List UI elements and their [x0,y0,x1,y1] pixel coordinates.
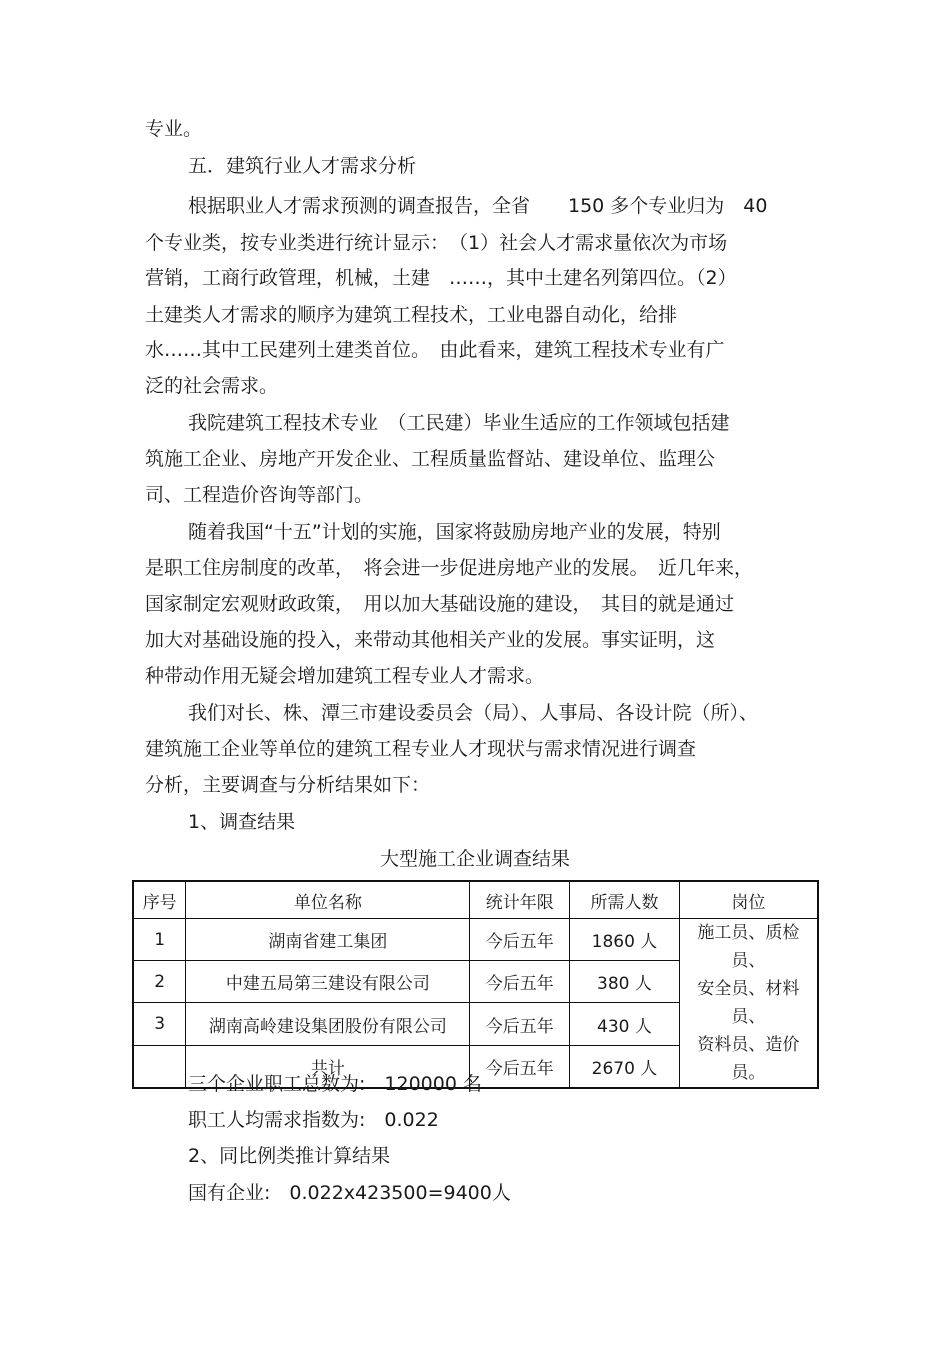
header-unit-name: 单位名称 [186,881,470,919]
table-title: 大型施工企业调查结果 [379,848,570,870]
cell-unit-name: 中建五局第三建设有限公司 [186,961,470,1003]
table-row [133,919,818,961]
summary-line: 三个企业职工总数为: 120000 名 [188,1073,482,1095]
paragraph-line: 加大对基础设施的投入，来带动其他相关产业的发展。事实证明，这 [145,629,716,651]
paragraph-line: 专业。 [145,118,203,140]
subsection-heading: 1、调查结果 [188,811,296,833]
paragraph-line: 我院建筑工程技术专业 （工民建）毕业生适应的工作领域包括建 [188,412,730,434]
cell-period: 今后五年 [470,919,570,961]
paragraph-line: 个专业类，按专业类进行统计显示： （1）社会人才需求量依次为市场 [145,232,728,254]
paragraph-line: 是职工住房制度的改革， 将会进一步促进房地产业的发展。 近几年来， [145,557,754,579]
table-header-row [133,881,818,919]
cell-count: 2670 人 [570,1045,680,1088]
summary-line: 职工人均需求指数为: 0.022 [188,1109,439,1131]
cell-no [133,1045,186,1088]
paragraph-line: 根据职业人才需求预测的调查报告，全省 150 多个专业归为 40 [188,195,768,217]
paragraph-line: 建筑施工企业等单位的建筑工程专业人才现状与需求情况进行调查 [145,738,697,760]
cell-unit-name: 湖南高岭建设集团股份有限公司 [186,1003,470,1045]
position-line: 安全员、材料员、 [697,979,800,1027]
cell-count: 430 人 [570,1003,680,1045]
paragraph-line: 营销，工商行政管理，机械，土建 ……，其中土建名列第四位。（2） [145,267,737,289]
position-line: 资料员、造价员。 [697,1035,800,1083]
paragraph-line: 土建类人才需求的顺序为建筑工程技术，工业电器自动化，给排 [145,304,678,326]
cell-period: 今后五年 [470,1003,570,1045]
cell-unit-name: 共计 [186,1045,470,1088]
paragraph-line: 我们对长、株、潭三市建设委员会（局）、人事局、各设计院（所）、 [188,702,759,724]
cell-count: 1860 人 [570,919,680,961]
cell-count: 380 人 [570,961,680,1003]
section-heading: 五．建筑行业人才需求分析 [188,155,417,177]
subsection-heading: 2、同比例类推计算结果 [188,1145,391,1167]
cell-positions [679,919,818,1089]
paragraph-line: 司、工程造价咨询等部门。 [145,484,374,506]
cell-period: 今后五年 [470,1045,570,1088]
cell-unit-name: 湖南省建工集团 [186,919,470,961]
paragraph-line: 泛的社会需求。 [145,375,279,397]
cell-no: 1 [133,919,186,961]
paragraph-line: 分析，主要调查与分析结果如下： [145,774,431,796]
cell-no: 2 [133,961,186,1003]
header-count: 所需人数 [570,881,680,919]
cell-no: 3 [133,1003,186,1045]
survey-table [132,880,819,1089]
paragraph-line: 水……其中工民建列土建类首位。 由此看来，建筑工程技术专业有广 [145,339,725,361]
paragraph-line: 随着我国“十五”计划的实施，国家将鼓励房地产业的发展，特别 [188,521,721,543]
paragraph-line: 种带动作用无疑会增加建筑工程专业人才需求。 [145,665,545,687]
summary-line: 国有企业: 0.022x423500=9400人 [188,1182,511,1204]
paragraph-line: 国家制定宏观财政政策， 用以加大基础设施的建设， 其目的就是通过 [145,593,735,615]
header-position: 岗位 [679,881,818,919]
header-period: 统计年限 [470,881,570,919]
position-line: 施工员、质检员、 [697,923,800,971]
paragraph-line: 筑施工企业、房地产开发企业、工程质量监督站、建设单位、监理公 [145,448,716,470]
cell-period: 今后五年 [470,961,570,1003]
header-no: 序号 [133,881,186,919]
